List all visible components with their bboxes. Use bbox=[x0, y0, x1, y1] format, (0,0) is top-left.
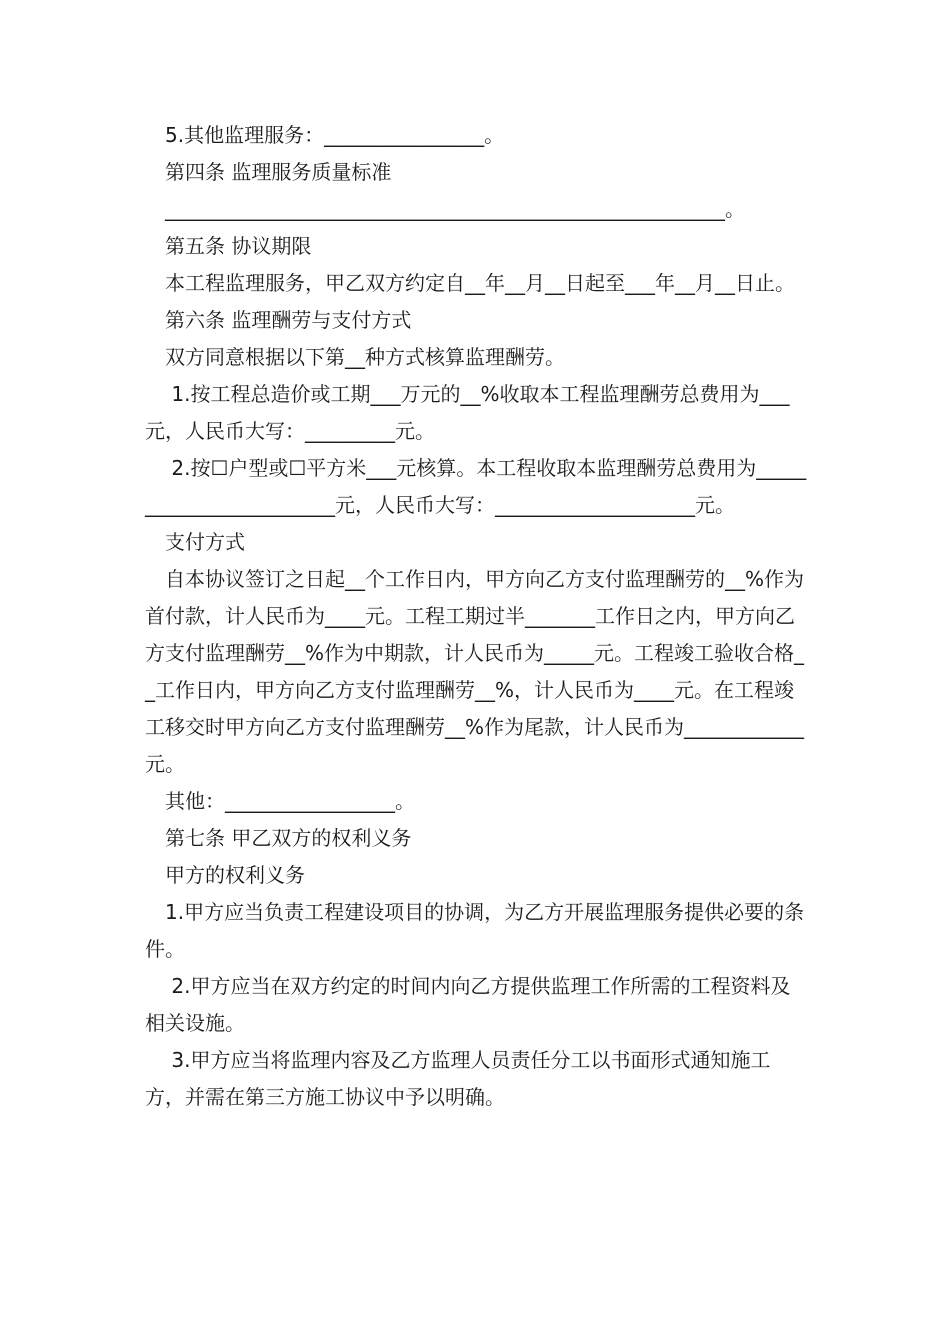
heading-article-6: 第六条 监理酬劳与支付方式 bbox=[165, 308, 412, 332]
paragraph-other: 其他：_________________。 bbox=[165, 789, 415, 813]
heading-article-7: 第七条 甲乙双方的权利义务 bbox=[165, 826, 412, 850]
heading-article-5: 第五条 协议期限 bbox=[165, 234, 312, 258]
heading-party-a-rights: 甲方的权利义务 bbox=[165, 863, 305, 887]
paragraph-party-a-duty-1: 1.甲方应当负责工程建设项目的协调，为乙方开展监理服务提供必要的条件。 bbox=[145, 900, 805, 961]
paragraph-party-a-duty-3: 3.甲方应当将监理内容及乙方监理人员责任分工以书面形式通知施工方，并需在第三方施工协议中予以明确。 bbox=[145, 1048, 771, 1109]
paragraph-term: 本工程监理服务，甲乙双方约定自__年__月__日起至___年__月__日止。 bbox=[165, 271, 795, 295]
paragraph-party-a-duty-2: 2.甲方应当在双方约定的时间内向乙方提供监理工作所需的工程资料及相关设施。 bbox=[145, 974, 791, 1035]
paragraph-method-1: 1.按工程总造价或工期___万元的__%收取本工程监理酬劳总费用为___元，人民币大写：_________元。 bbox=[145, 382, 790, 443]
paragraph-method-2: 2.按☐户型或☐平方米___元核算。本工程收取本监理酬劳总费用为________________________元，人民币大写：____________________元。 bbox=[145, 456, 807, 517]
heading-payment-method: 支付方式 bbox=[165, 530, 245, 554]
paragraph-payment-schedule: 自本协议签订之日起__个工作日内，甲方向乙方支付监理酬劳的__%作为首付款，计人民币为____元。工程工期过半_______工作日之内，甲方向乙方支付监理酬劳__%作为中期款，计人民币为_____元。工程竣工验收合格__工作日内，甲方向乙方支付监理酬劳__%，计人民币为____元。在工程竣工移交时甲方向乙方支付监理酬劳__%作为尾款，计人民币为____________元。 bbox=[145, 567, 805, 776]
heading-article-4: 第四条 监理服务质量标准 bbox=[165, 160, 392, 184]
paragraph-quality-blank: ________________________________________________________。 bbox=[165, 197, 745, 221]
document-body bbox=[145, 117, 810, 1116]
paragraph-other-services: 5.其他监理服务：________________。 bbox=[165, 123, 505, 147]
paragraph-method-choice: 双方同意根据以下第__种方式核算监理酬劳。 bbox=[165, 345, 565, 369]
